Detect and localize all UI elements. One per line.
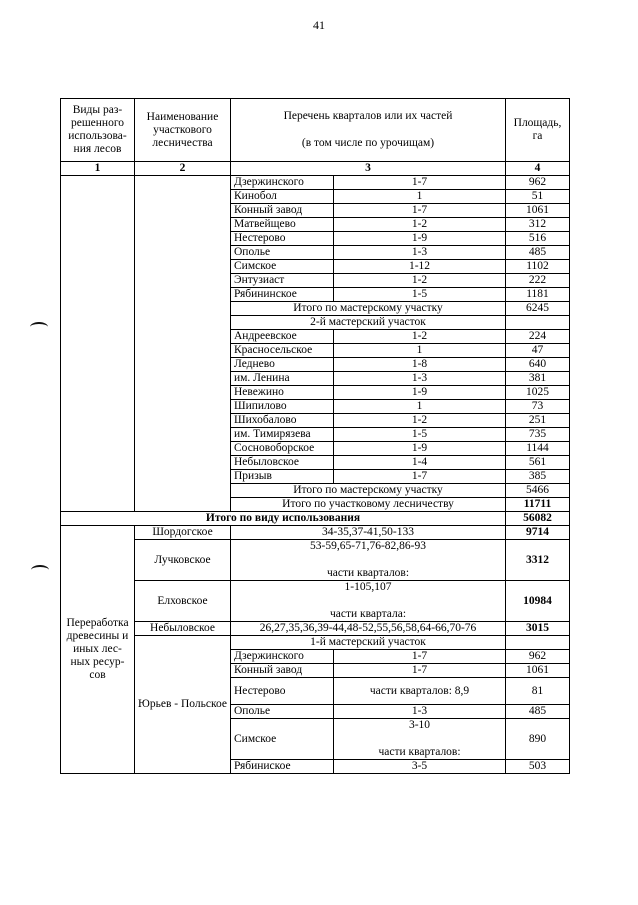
- use-type-processing: Переработка древесины и иных лес-ных ресур-сов: [61, 526, 135, 774]
- quarters-line1: 53-59,65-71,76-82,86-93: [310, 540, 426, 552]
- tract-name: Леднево: [231, 358, 334, 372]
- quarters: 1-2: [334, 218, 506, 232]
- district-total-label: Итого по участковому лесничеству: [231, 498, 506, 512]
- quarters: 1-5: [334, 428, 506, 442]
- quarters: 1-8: [334, 358, 506, 372]
- col-number: 3: [231, 162, 506, 176]
- header-quarters: [231, 99, 506, 162]
- area: 3312: [506, 540, 570, 581]
- quarters: 3-5: [334, 760, 506, 774]
- quarters-line2: части кварталов:: [326, 567, 410, 579]
- header-quarters-line1: Перечень кварталов или их частей: [283, 110, 453, 122]
- subtotal-area: 5466: [506, 484, 570, 498]
- quarters: 1: [334, 400, 506, 414]
- quarters: 1-7: [334, 664, 506, 678]
- quarters-line1: 1-105,107: [344, 581, 392, 593]
- quarters: [334, 719, 506, 760]
- master-section-label: 1-й мастерский участок: [231, 636, 506, 650]
- quarters-line2: части квартала:: [329, 608, 407, 620]
- area: 1144: [506, 442, 570, 456]
- quarters: 1-2: [334, 274, 506, 288]
- quarters: 26,27,35,36,39-44,48-52,55,56,58,64-66,70-76: [231, 622, 506, 636]
- tract-name: им. Тимирязева: [231, 428, 334, 442]
- quarters: 1-7: [334, 470, 506, 484]
- tract-name: Кинобол: [231, 190, 334, 204]
- table-row: [61, 176, 570, 190]
- quarters: 1-9: [334, 386, 506, 400]
- area: 516: [506, 232, 570, 246]
- district-total-area: 11711: [506, 498, 570, 512]
- area: 1061: [506, 664, 570, 678]
- tract-name: Небыловское: [231, 456, 334, 470]
- table-row: [61, 636, 570, 650]
- area: 1181: [506, 288, 570, 302]
- area: 3015: [506, 622, 570, 636]
- table-row: [61, 540, 570, 581]
- tract-name: Невежино: [231, 386, 334, 400]
- tract-name: Нестерово: [231, 232, 334, 246]
- district-name: Елховское: [135, 581, 231, 622]
- tract-name: Дзержинского: [231, 650, 334, 664]
- tract-name: Шихобалово: [231, 414, 334, 428]
- use-total-label: Итого по виду использования: [61, 512, 506, 526]
- quarters: части кварталов: 8,9: [334, 678, 506, 705]
- area: 312: [506, 218, 570, 232]
- district-name: Лучковское: [135, 540, 231, 581]
- empty-cell: [506, 636, 570, 650]
- area: 962: [506, 176, 570, 190]
- area: 251: [506, 414, 570, 428]
- tract-name: Красносельское: [231, 344, 334, 358]
- quarters: 1-12: [334, 260, 506, 274]
- empty-cell: [506, 316, 570, 330]
- quarters: [231, 540, 506, 581]
- header-quarters-line2: (в том числе по урочищам): [301, 137, 435, 149]
- col-number: 1: [61, 162, 135, 176]
- area: 485: [506, 246, 570, 260]
- tract-name: Симское: [231, 719, 334, 760]
- district-name: Юрьев - Польское: [135, 636, 231, 774]
- area: 381: [506, 372, 570, 386]
- area: 1061: [506, 204, 570, 218]
- quarters: 1: [334, 190, 506, 204]
- tract-name: Призыв: [231, 470, 334, 484]
- subtotal-label: Итого по мастерскому участку: [231, 484, 506, 498]
- area: 73: [506, 400, 570, 414]
- tract-name: Шипилово: [231, 400, 334, 414]
- area: 640: [506, 358, 570, 372]
- quarters: 1-3: [334, 246, 506, 260]
- area: 561: [506, 456, 570, 470]
- tract-name: Сосновоборское: [231, 442, 334, 456]
- page-number: 41: [313, 18, 325, 32]
- tract-name: Андреевское: [231, 330, 334, 344]
- quarters: [231, 581, 506, 622]
- header-area: Площадь, га: [506, 99, 570, 162]
- quarters-line2: части кварталов:: [378, 746, 461, 758]
- area: 735: [506, 428, 570, 442]
- quarters: 1-7: [334, 176, 506, 190]
- quarters: 1-9: [334, 442, 506, 456]
- quarters: 1-3: [334, 705, 506, 719]
- area: 1102: [506, 260, 570, 274]
- area: 962: [506, 650, 570, 664]
- tract-name: Рябиниское: [231, 760, 334, 774]
- col-number: 4: [506, 162, 570, 176]
- header-district: Наименование участкового лесничества: [135, 99, 231, 162]
- area: 503: [506, 760, 570, 774]
- table-row: [61, 581, 570, 622]
- tract-name: Симское: [231, 260, 334, 274]
- quarters: 1-7: [334, 650, 506, 664]
- use-type-cell: [61, 176, 135, 512]
- quarters: 1-4: [334, 456, 506, 470]
- tract-name: Дзержинского: [231, 176, 334, 190]
- subtotal-area: 6245: [506, 302, 570, 316]
- area: 51: [506, 190, 570, 204]
- master-section-label: 2-й мастерский участок: [231, 316, 506, 330]
- district-name: Шордогское: [135, 526, 231, 540]
- tract-name: Нестерово: [231, 678, 334, 705]
- tract-name: им. Ленина: [231, 372, 334, 386]
- district-name: Небыловское: [135, 622, 231, 636]
- scan-mark: [30, 322, 48, 332]
- tract-name: Ополье: [231, 705, 334, 719]
- tract-name: Рябининское: [231, 288, 334, 302]
- quarters: 1-2: [334, 330, 506, 344]
- use-total-area: 56082: [506, 512, 570, 526]
- area: 224: [506, 330, 570, 344]
- area: 485: [506, 705, 570, 719]
- scan-mark: [31, 565, 49, 575]
- quarters: 1: [334, 344, 506, 358]
- tract-name: Конный завод: [231, 664, 334, 678]
- quarters: 1-5: [334, 288, 506, 302]
- quarters: 1-9: [334, 232, 506, 246]
- table-row: [61, 526, 570, 540]
- area: 47: [506, 344, 570, 358]
- header-use-type: Виды раз-решенного использова-ния лесов: [61, 99, 135, 162]
- area: 10984: [506, 581, 570, 622]
- area: 222: [506, 274, 570, 288]
- tract-name: Ополье: [231, 246, 334, 260]
- area: 1025: [506, 386, 570, 400]
- table-row: [61, 512, 570, 526]
- area: 81: [506, 678, 570, 705]
- quarters: 1-2: [334, 414, 506, 428]
- area: 385: [506, 470, 570, 484]
- forest-use-table: [60, 98, 570, 774]
- district-cell: [135, 176, 231, 512]
- quarters: 34-35,37-41,50-133: [231, 526, 506, 540]
- area: 9714: [506, 526, 570, 540]
- tract-name: Конный завод: [231, 204, 334, 218]
- tract-name: Матвейщево: [231, 218, 334, 232]
- col-number: 2: [135, 162, 231, 176]
- table-row: [61, 622, 570, 636]
- quarters: 1-7: [334, 204, 506, 218]
- quarters: 1-3: [334, 372, 506, 386]
- subtotal-label: Итого по мастерскому участку: [231, 302, 506, 316]
- area: 890: [506, 719, 570, 760]
- quarters-line1: 3-10: [408, 719, 431, 731]
- tract-name: Энтузиаст: [231, 274, 334, 288]
